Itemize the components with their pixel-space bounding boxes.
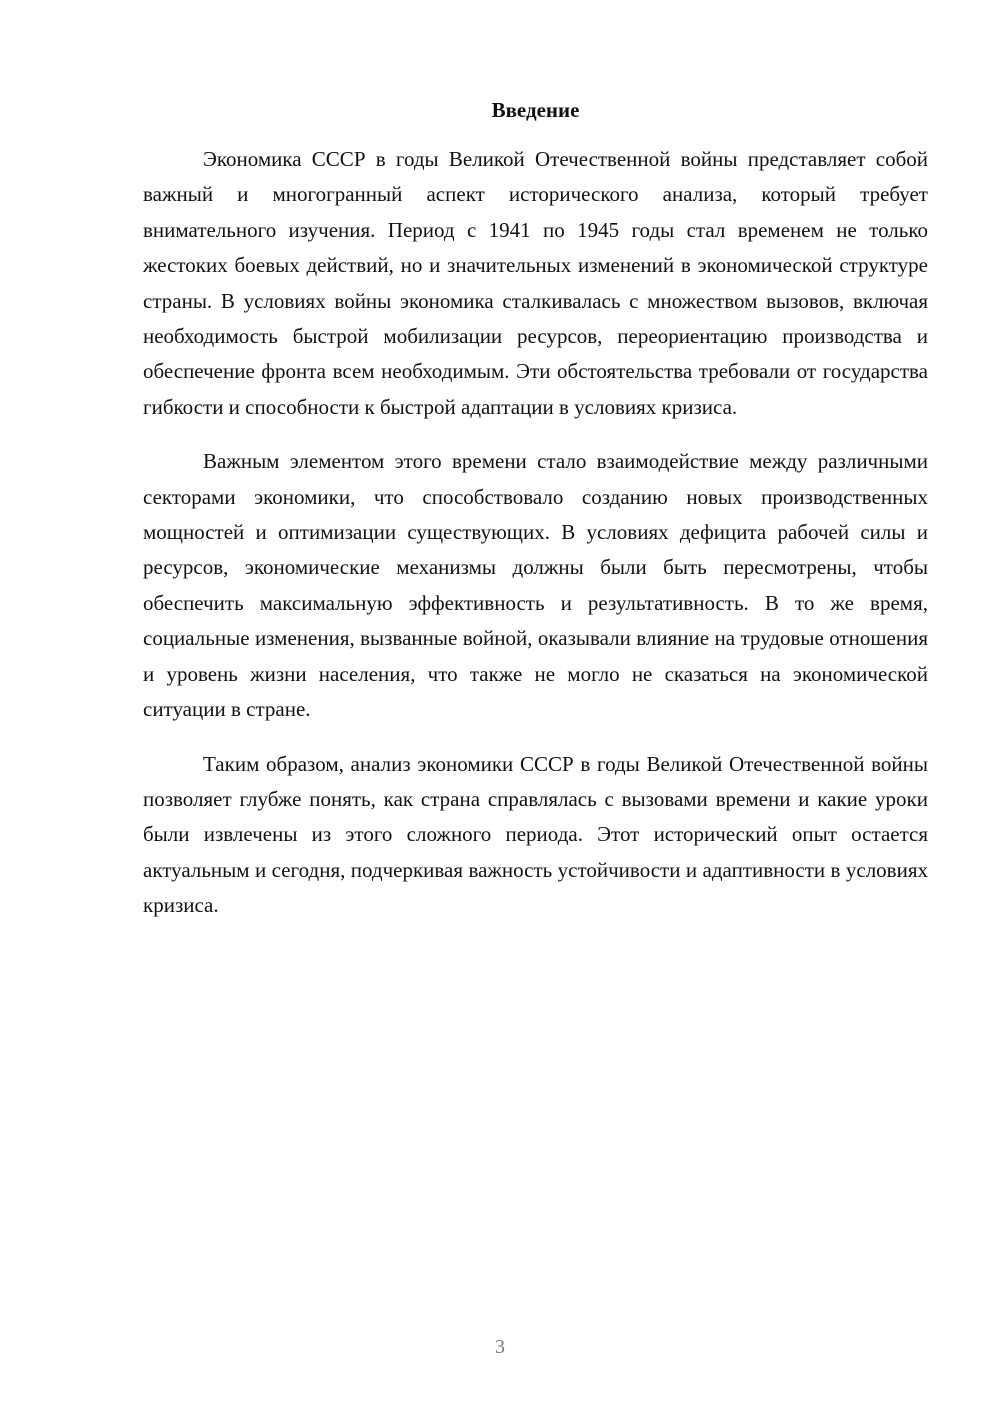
page-number: 3: [495, 1336, 505, 1358]
body-paragraph-2: Важным элементом этого времени стало взаимодействие между различными секторами экономики, что способствовало созданию новых производственных мощностей и оптимизации существующих. В условиях дефицита рабочей силы и ресурсов, экономические механизмы должны были быть пересмотрены, чтобы обеспечить максимальную эффективность и результативность. В то же время, социальные изменения, вызванные войной, оказывали влияние на трудовые отношения и уровень жизни населения, что также не могло не сказаться на экономической ситуации в стране.: [143, 449, 928, 722]
body-paragraph-1: Экономика СССР в годы Великой Отечественной войны представляет собой важный и многогранный аспект исторического анализа, который требует внимательного изучения. Период с 1941 по 1945 годы стал временем не только жестоких боевых действий, но и значительных изменений в экономической структуре страны. В условиях войны экономика сталкивалась с множеством вызовов, включая необходимость быстрой мобилизации ресурсов, переориентацию производства и обеспечение фронта всем необходимым. Эти обстоятельства требовали от государства гибкости и способности к быстрой адаптации в условиях кризиса.: [143, 147, 928, 419]
body-paragraph-3: Таким образом, анализ экономики СССР в годы Великой Отечественной войны позволяет глубже понять, как страна справлялась с вызовами времени и какие уроки были извлечены из этого сложного периода. Этот исторический опыт остается актуальным и сегодня, подчеркивая важность устойчивости и адаптивности в условиях кризиса.: [143, 751, 928, 918]
page-content: [143, 92, 928, 924]
section-title: Введение: [491, 98, 580, 122]
